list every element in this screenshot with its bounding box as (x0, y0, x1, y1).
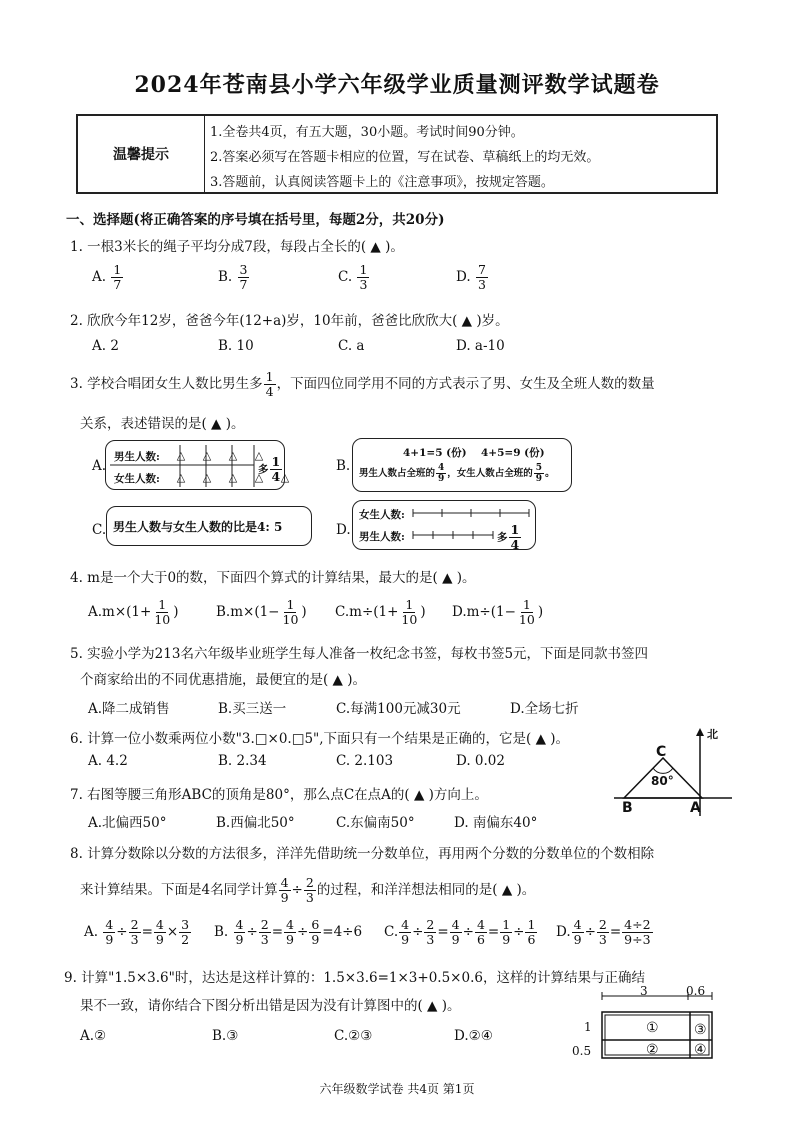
dim-left-1: 1 (584, 1020, 592, 1034)
q3-option-d-figure (352, 500, 536, 550)
q1-option-a: A. $\frac{1}{7}$ (92, 262, 122, 292)
tips-lines (210, 120, 599, 195)
q3-option-a-figure (105, 440, 290, 490)
vertex-b-label: B (622, 800, 633, 816)
q7-option-c: C.东偏南50° (336, 815, 415, 831)
q8-option-b: B. $\frac{4}{9}$ ÷ $\frac{2}{3}$ = $\frac{4}{9}$ ÷ $\frac{6}{9}$ =4÷6 (214, 917, 363, 947)
q2-option-a: A. 2 (92, 338, 119, 354)
q9-option-a: A.② (80, 1028, 107, 1044)
q2-option-d: D. a-10 (456, 338, 505, 354)
q2-option-c: C. a (338, 338, 365, 354)
q9-option-d: D.②④ (454, 1028, 493, 1044)
q3b-line2: 男生人数占全班的 $\frac{4}{9}$ ，女生人数占全班的 $\frac{5}{9}$ 。 (359, 463, 555, 484)
tip-line-3: 3.答题前，认真阅读答题卡上的《注意事项》，按规定答题。 (210, 175, 554, 190)
question-1: 1. 一根3米长的绳子平均分成7段，每段占全长的( ▲ )。 (70, 239, 404, 255)
page-footer: 六年级数学试卷 共4页 第1页 (319, 1082, 475, 1096)
q3d-boy-label: 男生人数: (359, 531, 405, 543)
q3a-girl-triangles: △ △ △ △ △ (176, 471, 290, 484)
question-9-line1: 9. 计算"1.5×3.6"时，达达是这样计算的：1.5×3.6=1×3+0.5×0.6，这样的计算结果与正确结 (64, 970, 645, 986)
question-5-line1: 5. 实验小学为213名六年级毕业班学生每人准备一枚纪念书签，每枚书签5元，下面是同款书签四 (70, 646, 649, 662)
q5-option-d: D.全场七折 (510, 701, 579, 717)
question-5-line2: 个商家给出的不同优惠措施，最便宜的是( ▲ )。 (80, 672, 366, 688)
q7-option-d: D. 南偏东40° (454, 815, 538, 831)
cell-2-label: ② (646, 1042, 659, 1058)
question-3-line2: 关系，表述错误的是( ▲ )。 (80, 416, 245, 432)
dim-left-05: 0.5 (572, 1044, 592, 1058)
q3-option-a-label: A. (92, 458, 107, 474)
question-9-line2: 果不一致，请你结合下图分析出错是因为没有计算图中的( ▲ )。 (80, 998, 461, 1014)
question-8-line2: 来计算结果。下面是4名同学计算 $\frac{4}{9}$ ÷ $\frac{2}{3}$ 的过程，和洋洋想法相同的是( ▲ )。 (80, 875, 536, 905)
q3d-more: 多 $\frac{1}{4}$ (497, 522, 520, 552)
cell-4-label: ④ (694, 1042, 707, 1058)
question-4: 4. m是一个大于0的数，下面四个算式的计算结果，最大的是( ▲ )。 (70, 570, 476, 586)
angle-label: 80° (651, 774, 674, 788)
vertex-c-label: C (656, 744, 667, 760)
q3b-line1a: 4+1=5 (份) (403, 447, 467, 459)
q2-option-b: B. 10 (218, 338, 254, 354)
q4-option-d: D.m÷(1− $\frac{1}{10}$ ) (452, 597, 544, 627)
tips-label: 温馨提示 (78, 116, 205, 192)
cell-1-label: ① (646, 1020, 659, 1036)
question-6: 6. 计算一位小数乘两位小数"3.□×0.□5",下面只有一个结果是正确的，它是( ▲ )。 (70, 731, 570, 747)
q3a-more: 多 $\frac{1}{4}$ (258, 454, 281, 484)
q1-option-d: D. $\frac{7}{3}$ (456, 262, 486, 292)
dim-top-3: 3 (640, 984, 648, 998)
q3a-girl-label: 女生人数: (114, 473, 160, 485)
q1-option-c: C. $\frac{1}{3}$ (338, 262, 368, 292)
question-2: 2. 欣欣今年12岁，爸爸今年(12+a)岁，10年前，爸爸比欣欣大( ▲ )岁。 (70, 313, 509, 329)
q8-option-c: C. $\frac{4}{9}$ ÷ $\frac{2}{3}$ = $\frac{4}{9}$ ÷ $\frac{4}{6}$ = $\frac{1}{9}$ ÷ $\frac{1}{6}$ (384, 917, 536, 947)
q9-option-b: B.③ (212, 1028, 239, 1044)
q1-option-b: B. $\frac{3}{7}$ (218, 262, 248, 292)
q3-option-b-label: B. (336, 458, 351, 474)
q4-option-b: B.m×(1− $\frac{1}{10}$ ) (216, 597, 307, 627)
q3-option-b-figure (352, 438, 572, 492)
q3-option-c-label: C. (92, 522, 107, 538)
q3d-girl-label: 女生人数: (359, 509, 405, 521)
section-heading: 一、选择题(将正确答案的序号填在括号里，每题2分，共20分) (66, 212, 445, 228)
tip-line-2: 2.答案必须写在答题卡相应的位置，写在试卷、草稿纸上的均无效。 (210, 150, 600, 165)
q3b-line1b: 4+5=9 (份) (481, 447, 545, 459)
vertex-a-label: A (690, 800, 701, 816)
question-8-line1: 8. 计算分数除以分数的方法很多，洋洋先借助统一分数单位，再用两个分数的分数单位的个数相除 (70, 846, 655, 862)
q3c-text: 男生人数与女生人数的比是4: 5 (113, 520, 283, 534)
q4-option-a: A.m×(1+ $\frac{1}{10}$ ) (88, 597, 179, 627)
cell-3-label: ③ (694, 1022, 707, 1038)
question-3-line1: 3. 学校合唱团女生人数比男生多 $\frac{1}{4}$ ，下面四位同学用不同的方式表示了男、女生及全班人数的数量 (70, 369, 655, 399)
q3-option-c-figure (106, 506, 312, 546)
q3-option-d-label: D. (336, 522, 351, 538)
q7-option-b: B.西偏北50° (216, 815, 295, 831)
q8-option-a: A. $\frac{4}{9}$ ÷ $\frac{2}{3}$ = $\frac{4}{9}$ × $\frac{3}{2}$ (84, 917, 190, 947)
q3a-boy-label: 男生人数: (114, 451, 160, 463)
page-title: 2024年苍南县小学六年级学业质量测评数学试题卷 (134, 72, 660, 98)
q8-option-d: D. $\frac{4}{9}$ ÷ $\frac{2}{3}$ = $\frac{4\div 2}{9\div 3}$ (556, 917, 651, 947)
q6-option-c: C. 2.103 (336, 753, 394, 769)
q6-option-d: D. 0.02 (456, 753, 505, 769)
q7-option-a: A.北偏西50° (88, 815, 167, 831)
q4-option-c: C.m÷(1+ $\frac{1}{10}$ ) (335, 597, 426, 627)
tip-line-1: 1.全卷共4页，有五大题，30小题。考试时间90分钟。 (210, 125, 524, 140)
q5-option-b: B.买三送一 (218, 701, 287, 717)
q3a-boy-triangles: △ △ △ △ (176, 449, 264, 462)
tips-box (76, 114, 718, 194)
q5-option-c: C.每满100元减30元 (336, 701, 461, 717)
q5-option-a: A.降二成销售 (88, 701, 170, 717)
q6-option-a: A. 4.2 (88, 753, 128, 769)
dim-top-06: 0.6 (686, 984, 706, 998)
q6-option-b: B. 2.34 (218, 753, 267, 769)
question-7: 7. 右图等腰三角形ABC的顶角是80°，那么点C在点A的( ▲ )方向上。 (70, 787, 488, 803)
north-label: 北 (707, 728, 718, 741)
q9-option-c: C.②③ (334, 1028, 373, 1044)
